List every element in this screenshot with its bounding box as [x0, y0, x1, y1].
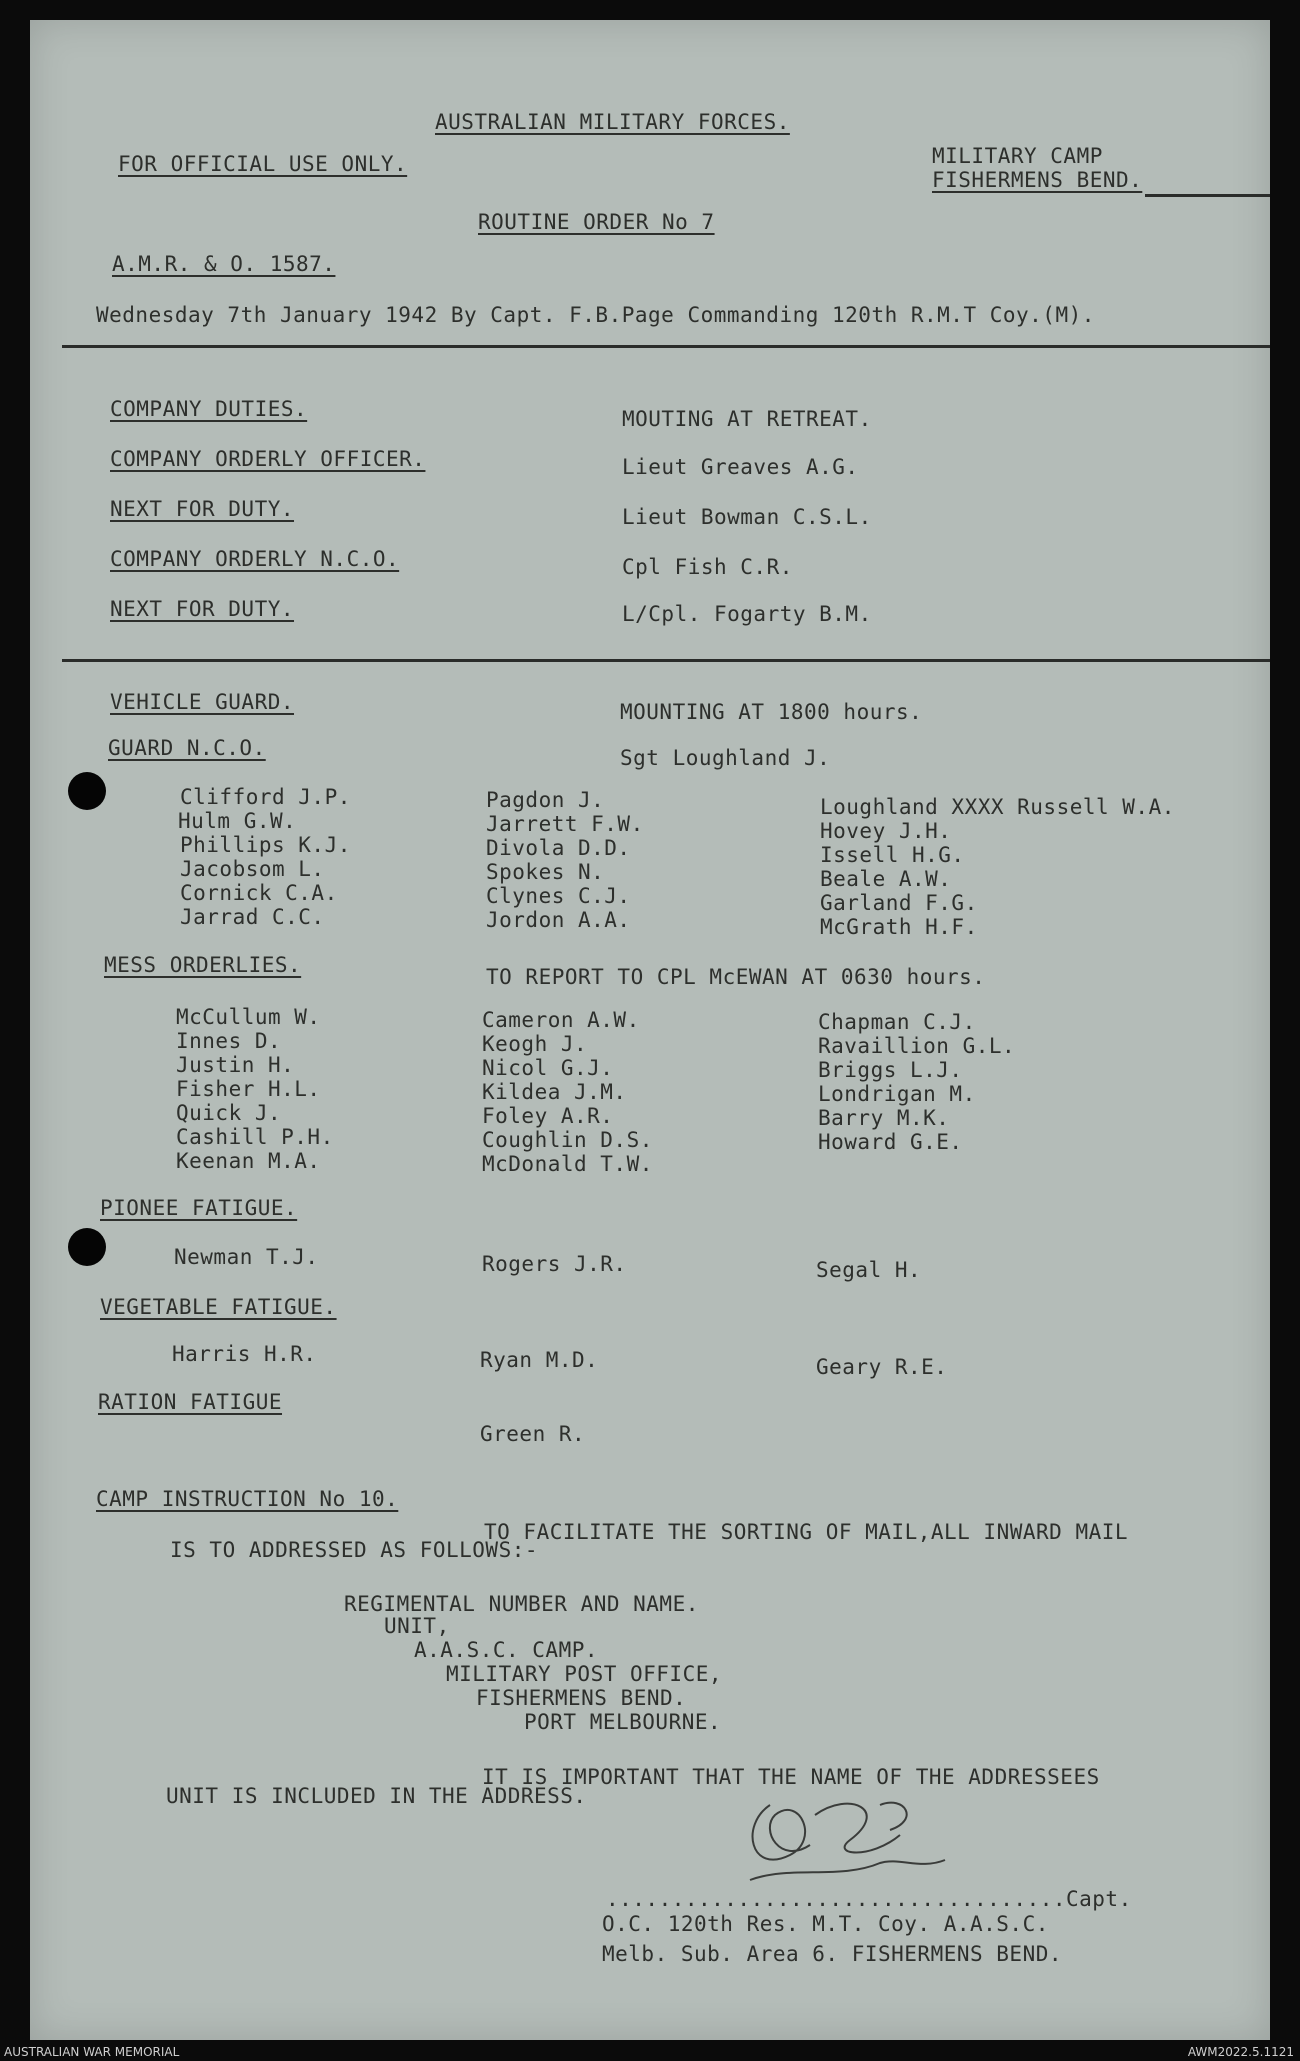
ration-fatigue-label: RATION FATIGUE	[98, 1390, 283, 1414]
footer-reference: AWM2022.5.1121	[1187, 2045, 1294, 2059]
vegetable-name-2: Ryan M.D.	[480, 1348, 599, 1372]
order-number: ROUTINE ORDER No 7	[478, 210, 715, 234]
list-item: Spokes N.	[486, 860, 605, 884]
list-item: Howard G.E.	[818, 1130, 963, 1154]
address-line-2: UNIT,	[384, 1614, 450, 1638]
list-item: Pagdon J.	[486, 788, 605, 812]
list-item: Jacobsom L.	[180, 857, 325, 881]
address-line-6: PORT MELBOURNE.	[524, 1710, 722, 1734]
list-item: Cashill P.H.	[176, 1125, 334, 1149]
signature-dots: ...................................Capt.	[606, 1887, 1132, 1911]
restriction-label: FOR OFFICIAL USE ONLY.	[118, 152, 408, 176]
list-item: McCullum W.	[176, 1005, 321, 1029]
orderly-nco-value: Cpl Fish C.R.	[622, 555, 793, 579]
company-duties-label: COMPANY DUTIES.	[110, 397, 308, 421]
next-officer-label: NEXT FOR DUTY.	[110, 497, 295, 521]
guard-nco-label: GUARD N.C.O.	[108, 736, 266, 760]
list-item: Ravaillion G.L.	[818, 1034, 1016, 1058]
company-duties-value: MOUTING AT RETREAT.	[622, 407, 872, 431]
list-item: Quick J.	[176, 1101, 282, 1125]
list-item: Hovey J.H.	[820, 819, 952, 843]
order-reference: A.M.R. & O. 1587.	[112, 252, 336, 276]
punch-hole-top	[68, 772, 106, 810]
list-item: Phillips K.J.	[180, 833, 351, 857]
instruction-line-2: IS TO ADDRESSED AS FOLLOWS:-	[170, 1538, 539, 1562]
list-item: Coughlin D.S.	[482, 1128, 653, 1152]
list-item: Londrigan M.	[818, 1082, 976, 1106]
list-item: Keenan M.A.	[176, 1149, 321, 1173]
vegetable-name-3: Geary R.E.	[816, 1355, 948, 1379]
footer-archive: AUSTRALIAN WAR MEMORIAL	[4, 2045, 180, 2059]
signature-mark	[730, 1785, 960, 1895]
orderly-officer-label: COMPANY ORDERLY OFFICER.	[110, 447, 426, 471]
list-item: Divola D.D.	[486, 836, 631, 860]
list-item: Beale A.W.	[820, 867, 952, 891]
vehicle-guard-label: VEHICLE GUARD.	[110, 690, 295, 714]
location-line-1: MILITARY CAMP	[932, 144, 1103, 168]
list-item: Clynes C.J.	[486, 884, 631, 908]
document-title: AUSTRALIAN MILITARY FORCES.	[435, 110, 790, 134]
vegetable-fatigue-label: VEGETABLE FATIGUE.	[100, 1295, 337, 1319]
list-item: Hulm G.W.	[178, 809, 297, 833]
vehicle-guard-value: MOUNTING AT 1800 hours.	[620, 700, 923, 724]
list-item: Cameron A.W.	[482, 1008, 640, 1032]
pioneer-name-3: Segal H.	[816, 1258, 922, 1282]
next-nco-value: L/Cpl. Fogarty B.M.	[622, 602, 872, 626]
pioneer-name-2: Rogers J.R.	[482, 1252, 627, 1276]
guard-nco-value: Sgt Loughland J.	[620, 746, 831, 770]
dateline: Wednesday 7th January 1942 By Capt. F.B.Page Commanding 120th R.M.T Coy.(M).	[96, 303, 1095, 327]
address-line-5: FISHERMENS BEND.	[476, 1686, 687, 1710]
address-line-1: REGIMENTAL NUMBER AND NAME.	[344, 1592, 699, 1616]
list-item: Briggs L.J.	[818, 1058, 963, 1082]
list-item: Cornick C.A.	[180, 881, 338, 905]
list-item: Kildea J.M.	[482, 1080, 627, 1104]
list-item: Jordon A.A.	[486, 908, 631, 932]
rule-1	[62, 345, 1270, 348]
camp-instruction-label: CAMP INSTRUCTION No 10.	[96, 1487, 399, 1511]
list-item: McDonald T.W.	[482, 1152, 653, 1176]
list-item: Justin H.	[176, 1053, 295, 1077]
location-line-2: FISHERMENS BEND.	[932, 168, 1143, 192]
list-item: Fisher H.L.	[176, 1077, 321, 1101]
list-item: Chapman C.J.	[818, 1010, 976, 1034]
next-nco-label: NEXT FOR DUTY.	[110, 597, 295, 621]
vegetable-name-1: Harris H.R.	[172, 1342, 317, 1366]
header-rule-short	[1145, 194, 1270, 197]
list-item: Issell H.G.	[820, 843, 965, 867]
orderly-nco-label: COMPANY ORDERLY N.C.O.	[110, 547, 400, 571]
list-item: Keogh J.	[482, 1032, 588, 1056]
list-item: Jarrad C.C.	[180, 905, 325, 929]
list-item: Barry M.K.	[818, 1106, 950, 1130]
address-line-4: MILITARY POST OFFICE,	[446, 1662, 723, 1686]
mess-orderlies-label: MESS ORDERLIES.	[104, 953, 302, 977]
signature-line-2: Melb. Sub. Area 6. FISHERMENS BEND.	[602, 1942, 1063, 1966]
rule-2	[62, 659, 1270, 662]
orderly-officer-value: Lieut Greaves A.G.	[622, 455, 859, 479]
list-item: Garland F.G.	[820, 891, 978, 915]
instruction-note-2: UNIT IS INCLUDED IN THE ADDRESS.	[166, 1784, 587, 1808]
pioneer-name-1: Newman T.J.	[174, 1245, 319, 1269]
list-item: Clifford J.P.	[180, 785, 351, 809]
pioneer-fatigue-label: PIONEE FATIGUE.	[100, 1196, 298, 1220]
list-item: Jarrett F.W.	[486, 812, 644, 836]
signature-line-1: O.C. 120th Res. M.T. Coy. A.A.S.C.	[602, 1912, 1049, 1936]
list-item: Nicol G.J.	[482, 1056, 614, 1080]
instruction-line-1: TO FACILITATE THE SORTING OF MAIL,ALL INWARD MAIL	[484, 1520, 1129, 1544]
address-line-3: A.A.S.C. CAMP.	[414, 1638, 599, 1662]
mess-orderlies-value: TO REPORT TO CPL McEWAN AT 0630 hours.	[486, 965, 986, 989]
next-officer-value: Lieut Bowman C.S.L.	[622, 505, 872, 529]
punch-hole-bottom	[68, 1228, 106, 1266]
list-item: McGrath H.F.	[820, 915, 978, 939]
list-item: Innes D.	[176, 1029, 282, 1053]
instruction-note-1: IT IS IMPORTANT THAT THE NAME OF THE ADDRESSEES	[482, 1765, 1100, 1789]
list-item: Loughland XXXX Russell W.A.	[820, 795, 1175, 819]
list-item: Foley A.R.	[482, 1104, 614, 1128]
ration-name-1: Green R.	[480, 1422, 586, 1446]
